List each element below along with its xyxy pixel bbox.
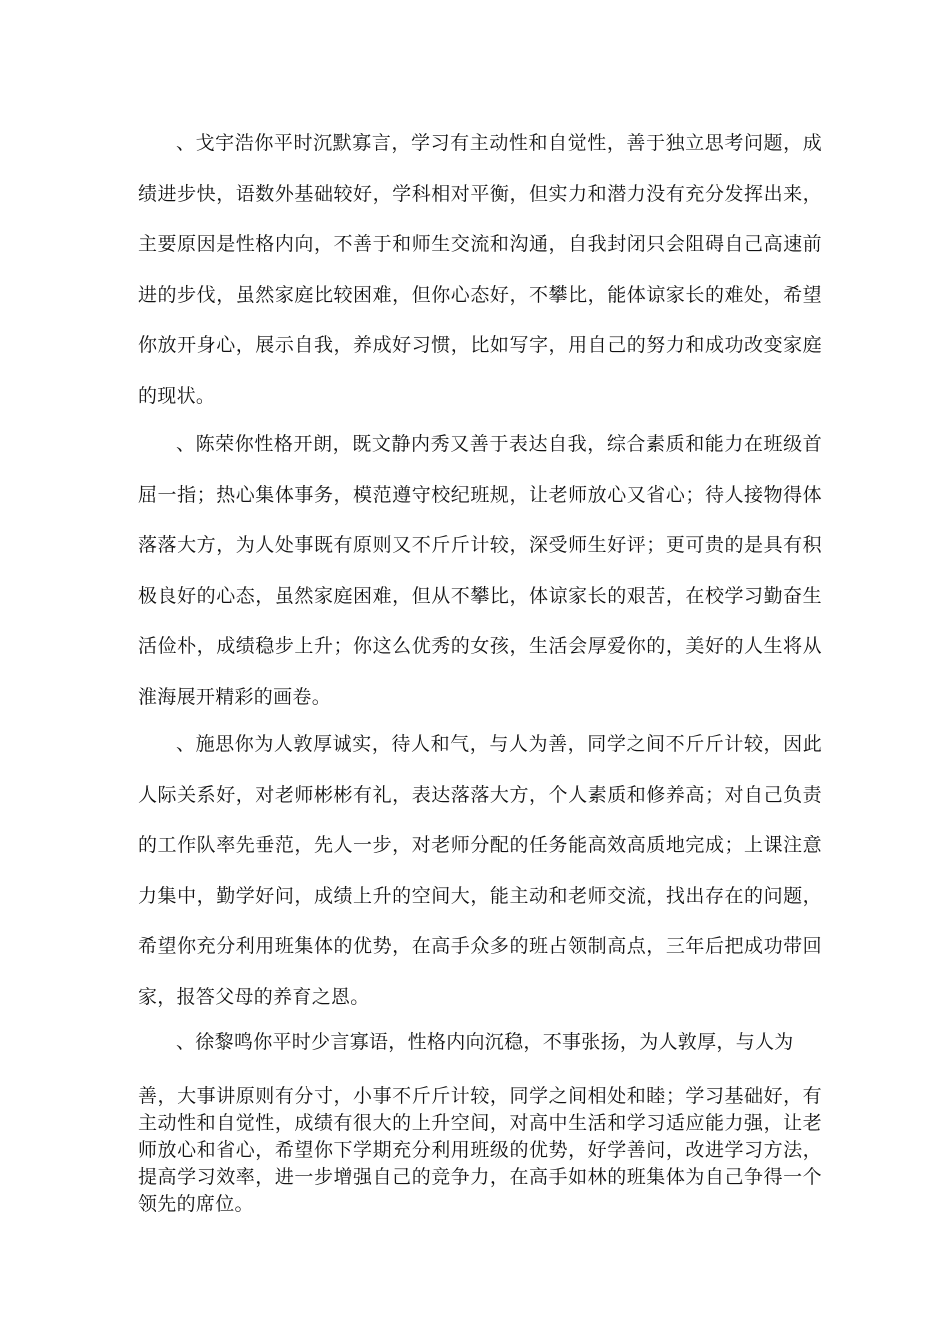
comment-paragraph-4-continued: 善，大事讲原则有分寸，小事不斤斤计较，同学之间相处和睦；学习基础好，有主动性和自觉性，成绩有很大的上升空间，对高中生活和学习适应能力强，让老师放心和省心，希望你下学期充分利用班级的优势，好学善问，改进学习方法，提高学习效率，进一步增强自己的竞争力，在高手如林的班集体为自己争得一个领先的席位。 — [138, 1085, 822, 1215]
comment-paragraph-4-first-line: 、徐黎鸣你平时少言寡语，性格内向沉稳，不事张扬，为人敦厚，与人为 — [176, 1031, 794, 1053]
comment-paragraph-3: 、施思你为人敦厚诚实，待人和气，与人为善，同学之间不斤斤计较，因此人际关系好，对老师彬彬有礼，表达落落大方，个人素质和修养高；对自己负责的工作队率先垂范，先人一步，对老师分配的任务能高效高质地完成；上课注意力集中，勤学好问，成绩上升的空间大，能主动和老师交流，找出存在的问题，希望你充分利用班集体的优势，在高手众多的班占领制高点，三年后把成功带回家，报答父母的养育之恩。 — [138, 733, 822, 1008]
comment-paragraph-1: 、戈宇浩你平时沉默寡言，学习有主动性和自觉性，善于独立思考问题，成绩进步快，语数外基础较好，学科相对平衡，但实力和潜力没有充分发挥出来，主要原因是性格内向，不善于和师生交流和沟通，自我封闭只会阻碍自己高速前进的步伐，虽然家庭比较困难，但你心态好，不攀比，能体谅家长的难处，希望你放开身心，展示自我，养成好习惯，比如写字，用自己的努力和成功改变家庭的现状。 — [138, 132, 822, 407]
comment-paragraph-2: 、陈荣你性格开朗，既文静内秀又善于表达自我，综合素质和能力在班级首屈一指；热心集体事务，模范遵守校纪班规，让老师放心又省心；待人接物得体落落大方，为人处事既有原则又不斤斤计较，深受师生好评；更可贵的是具有积极良好的心态，虽然家庭困难，但从不攀比，体谅家长的艰苦，在校学习勤奋生活俭朴，成绩稳步上升；你这么优秀的女孩，生活会厚爱你的，美好的人生将从淮海展开精彩的画卷。 — [138, 433, 822, 708]
